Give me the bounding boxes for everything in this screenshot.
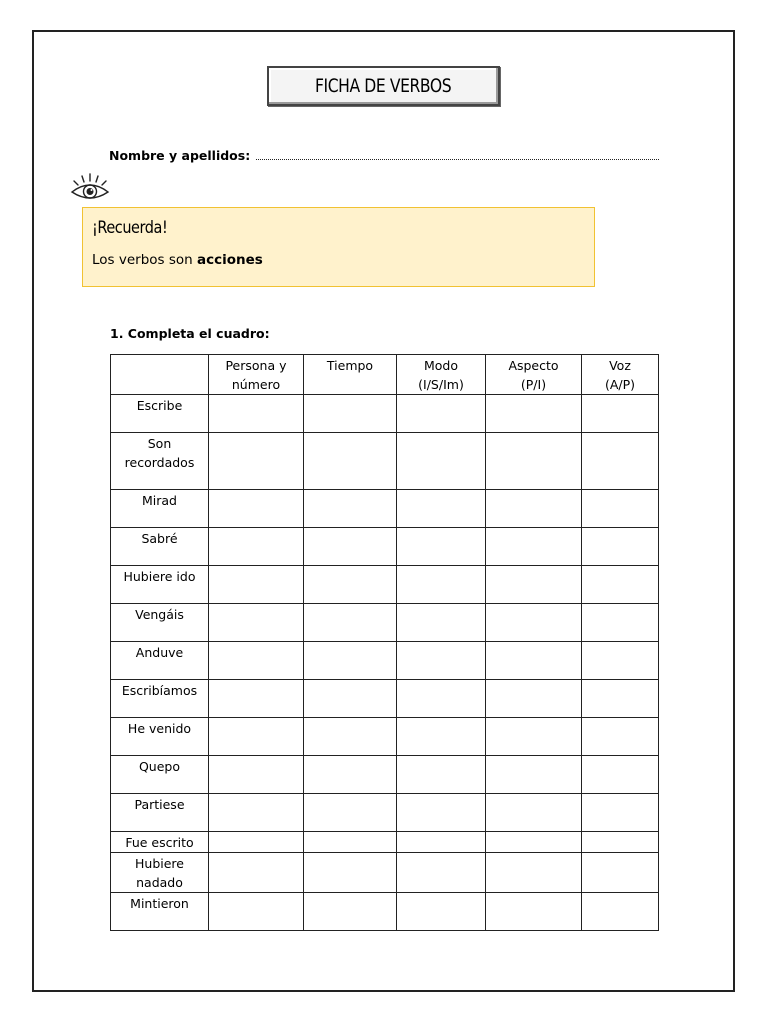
verb-cell [111,794,209,832]
column-header [111,355,209,395]
verb-text: Partiese [134,797,185,812]
answer-cell[interactable] [304,490,397,528]
column-header [397,355,486,395]
answer-cell[interactable] [582,528,659,566]
answer-cell[interactable] [209,853,304,893]
verb-cell [111,718,209,756]
column-header-text: Aspecto [508,358,559,373]
table-row [111,395,659,433]
answer-cell[interactable] [397,680,486,718]
answer-cell[interactable] [397,395,486,433]
answer-cell[interactable] [582,680,659,718]
column-header-text: número [231,377,281,392]
page-title: FICHA DE VERBOS [315,75,452,97]
verb-text: He venido [127,721,192,736]
answer-cell[interactable] [304,395,397,433]
verb-text: recordados [124,455,195,470]
answer-cell[interactable] [209,566,304,604]
answer-cell[interactable] [304,433,397,490]
verb-cell [111,680,209,718]
verb-cell [111,490,209,528]
verb-text: Fue escrito [125,835,194,850]
answer-cell[interactable] [397,433,486,490]
answer-cell[interactable] [397,794,486,832]
answer-cell[interactable] [304,642,397,680]
answer-cell[interactable] [486,832,582,853]
verb-text: Escribe [136,398,183,413]
table-row [111,604,659,642]
answer-cell[interactable] [397,832,486,853]
verbs-table [110,354,659,931]
answer-cell[interactable] [486,642,582,680]
answer-cell[interactable] [304,680,397,718]
answer-cell[interactable] [582,642,659,680]
answer-cell[interactable] [397,853,486,893]
answer-cell[interactable] [582,433,659,490]
answer-cell[interactable] [304,794,397,832]
answer-cell[interactable] [582,853,659,893]
verb-cell [111,433,209,490]
answer-cell[interactable] [486,853,582,893]
table-row [111,718,659,756]
answer-cell[interactable] [582,490,659,528]
reminder-title: ¡Recuerda! [92,218,168,238]
answer-cell[interactable] [582,794,659,832]
table-row [111,832,659,853]
eye-icon [68,172,112,206]
answer-cell[interactable] [486,433,582,490]
answer-cell[interactable] [304,566,397,604]
answer-cell[interactable] [486,490,582,528]
answer-cell[interactable] [397,642,486,680]
answer-cell[interactable] [209,756,304,794]
answer-cell[interactable] [209,528,304,566]
answer-cell[interactable] [304,832,397,853]
answer-cell[interactable] [486,566,582,604]
column-header [486,355,582,395]
verb-text: Hubiere ido [123,569,196,584]
answer-cell[interactable] [582,832,659,853]
answer-cell[interactable] [582,604,659,642]
verb-cell [111,893,209,931]
answer-cell[interactable] [582,893,659,931]
name-input-line[interactable] [256,147,659,160]
answer-cell[interactable] [209,490,304,528]
verb-text: Vengáis [135,607,184,622]
answer-cell[interactable] [304,893,397,931]
verb-cell [111,642,209,680]
table-row [111,642,659,680]
table-row [111,680,659,718]
table-header-row [111,355,659,395]
verb-text: Quepo [138,759,181,774]
answer-cell[interactable] [304,604,397,642]
verb-cell [111,756,209,794]
column-header-text: (I/S/Im) [418,377,464,392]
table-row [111,433,659,490]
answer-cell[interactable] [486,680,582,718]
table-row [111,490,659,528]
answer-cell[interactable] [209,433,304,490]
table-row [111,528,659,566]
column-header-text: Tiempo [326,358,374,373]
column-header-text: Voz [609,358,631,373]
column-header [582,355,659,395]
verb-cell [111,566,209,604]
table-row [111,794,659,832]
answer-cell[interactable] [209,794,304,832]
instruction: 1. Completa el cuadro: [110,326,270,341]
answer-cell[interactable] [209,680,304,718]
column-header [209,355,304,395]
table-row [111,853,659,893]
answer-cell[interactable] [582,395,659,433]
verb-cell [111,604,209,642]
answer-cell[interactable] [582,566,659,604]
answer-cell[interactable] [486,604,582,642]
reminder-text [92,252,263,268]
answer-cell[interactable] [397,718,486,756]
verb-text: Hubiere [135,856,184,871]
verb-text: nadado [136,875,183,890]
verb-text: Son [147,436,172,451]
answer-cell[interactable] [397,893,486,931]
reminder-text-bold: acciones [197,252,263,268]
answer-cell[interactable] [209,718,304,756]
answer-cell[interactable] [486,395,582,433]
verb-text: Mirad [142,493,177,508]
column-header [304,355,397,395]
answer-cell[interactable] [397,490,486,528]
table-row [111,756,659,794]
verb-cell [111,832,209,853]
answer-cell[interactable] [486,794,582,832]
title-box [267,66,500,106]
answer-cell[interactable] [304,528,397,566]
answer-cell[interactable] [397,604,486,642]
answer-cell[interactable] [582,756,659,794]
answer-cell[interactable] [397,528,486,566]
name-label: Nombre y apellidos: [109,148,251,163]
verb-text: Mintieron [130,896,189,911]
table-row [111,566,659,604]
answer-cell[interactable] [486,528,582,566]
table-row [111,893,659,931]
answer-cell[interactable] [397,756,486,794]
reminder-text-prefix: Los verbos son [92,252,198,268]
verb-cell [111,395,209,433]
column-header-text: (A/P) [604,377,636,392]
answer-cell[interactable] [209,642,304,680]
answer-cell[interactable] [582,718,659,756]
verb-text: Escribíamos [121,683,198,698]
reminder-box [82,207,595,287]
answer-cell[interactable] [209,604,304,642]
answer-cell[interactable] [397,566,486,604]
answer-cell[interactable] [304,756,397,794]
answer-cell[interactable] [304,718,397,756]
answer-cell[interactable] [209,395,304,433]
answer-cell[interactable] [209,893,304,931]
verb-cell [111,528,209,566]
answer-cell[interactable] [209,832,304,853]
column-header-text: Modo [423,358,458,373]
name-field [109,147,659,165]
verb-text: Anduve [135,645,184,660]
verb-text: Sabré [141,531,178,546]
verb-cell [111,853,209,893]
answer-cell[interactable] [486,893,582,931]
column-header-text: (P/I) [520,377,547,392]
column-header-text: Persona y [225,358,287,373]
answer-cell[interactable] [304,853,397,893]
answer-cell[interactable] [486,718,582,756]
answer-cell[interactable] [486,756,582,794]
